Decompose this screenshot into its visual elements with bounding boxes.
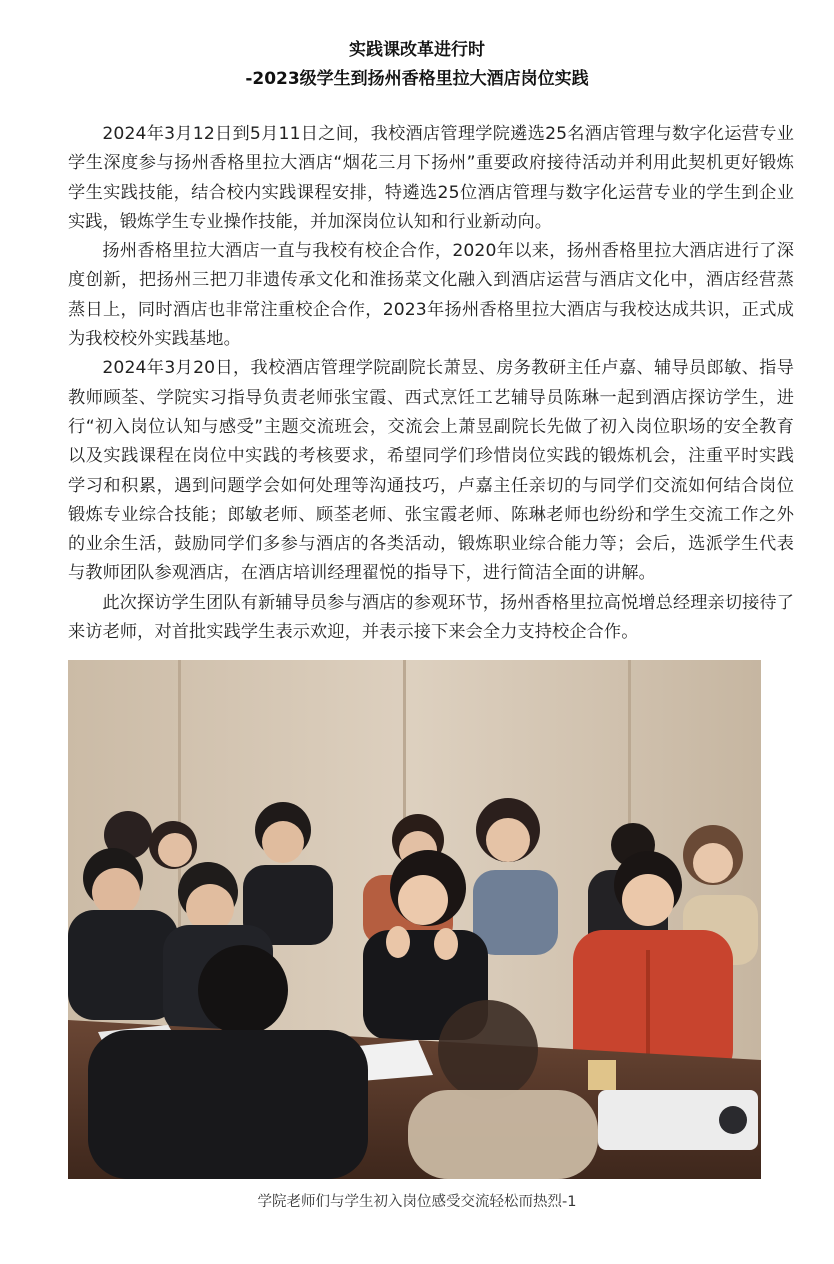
- document-subtitle: -2023级学生到扬州香格里拉大酒店岗位实践: [245, 69, 589, 89]
- paragraph-3: 2024年3月20日，我校酒店管理学院副院长萧昱、房务教研主任卢嘉、辅导员郎敏、指导教师顾荃、学院实习指导负责老师张宝霞、西式烹饪工艺辅导员陈琳一起到酒店探访学生，进行“初入岗位认知与感受”主题交流班会，交流会上萧昱副院长先做了初入岗位职场的安全教育以及实践课程在岗位中实践的考核要求，希望同学们珍惜岗位实践的锻炼机会，注重平时实践学习和积累，遇到问题学会如何处理等沟通技巧，卢嘉主任亲切的与同学们交流如何结合岗位锻炼专业综合技能；郎敏老师、顾荃老师、张宝霞老师、陈琳老师也纷纷和学生交流工作之外的业余生活，鼓励同学们多参与酒店的各类活动，锻炼职业综合能力等；会后，选派学生代表与教师团队参观酒店，在酒店培训经理翟悦的指导下，进行简洁全面的讲解。: [68, 358, 794, 584]
- photo-caption: 学院老师们与学生初入岗位感受交流轻松而热烈-1: [257, 1194, 577, 1210]
- article-body: [68, 120, 794, 647]
- document-title: 实践课改革进行时: [349, 40, 485, 60]
- paragraph-4: 此次探访学生团队有新辅导员参与酒店的参观环节，扬州香格里拉高悦增总经理亲切接待了来访老师，对首批实践学生表示欢迎，并表示接下来会全力支持校企合作。: [68, 592, 794, 643]
- meeting-photo: [68, 660, 761, 1179]
- paragraph-1: 2024年3月12日到5月11日之间，我校酒店管理学院遴选25名酒店管理与数字化运营专业学生深度参与扬州香格里拉大酒店“烟花三月下扬州”重要政府接待活动并利用此契机更好锻炼学生实践技能，结合校内实践课程安排，特遴选25位酒店管理与数字化运营专业的学生到企业实践，锻炼学生专业操作技能，并加深岗位认知和行业新动向。: [68, 124, 794, 232]
- paragraph-2: 扬州香格里拉大酒店一直与我校有校企合作，2020年以来，扬州香格里拉大酒店进行了深度创新，把扬州三把刀非遗传承文化和淮扬菜文化融入到酒店运营与酒店文化中，酒店经营蒸蒸日上，同时酒店也非常注重校企合作，2023年扬州香格里拉大酒店与我校达成共识，正式成为我校校外实践基地。: [68, 241, 794, 350]
